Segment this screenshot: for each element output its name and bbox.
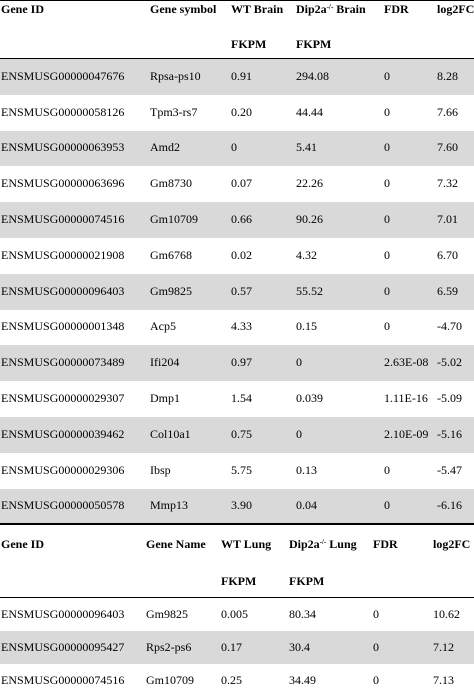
ko-value-cell: 0.15	[296, 319, 317, 334]
gene-symbol-cell: Gm6768	[150, 247, 192, 262]
log2fc-cell: -5.09	[437, 391, 462, 406]
header-dip2a-lung: Dip2a-/- Lung	[289, 537, 357, 551]
gene-id-cell: ENSMUSG00000050578	[1, 498, 125, 513]
ko-value-cell: 80.34	[289, 606, 316, 621]
ko-value-cell: 0.13	[296, 462, 317, 477]
gene-symbol-cell: Rps2-ps6	[146, 639, 192, 654]
fdr-cell: 0	[384, 176, 390, 191]
gene-symbol-cell: Amd2	[150, 140, 180, 155]
ko-value-cell: 34.49	[289, 672, 316, 687]
gene-symbol-cell: Acp5	[150, 319, 176, 334]
table-row	[0, 202, 474, 238]
header-gene-id: Gene ID	[1, 537, 44, 551]
ko-value-cell: 5.41	[296, 140, 317, 155]
gene-symbol-cell: Mmp13	[150, 498, 189, 513]
gene-id-cell: ENSMUSG00000001348	[1, 319, 125, 334]
gene-symbol-cell: Gm8730	[150, 176, 192, 191]
wt-value-cell: 0.25	[221, 672, 242, 687]
fdr-cell: 1.11E-16	[384, 391, 428, 406]
table-row	[0, 274, 474, 310]
wt-value-cell: 0.07	[231, 176, 252, 191]
header-gene-name: Gene Name	[146, 537, 206, 551]
table-row	[0, 95, 474, 131]
gene-id-cell: ENSMUSG00000074516	[1, 212, 125, 227]
ko-value-cell: 90.26	[296, 212, 323, 227]
wt-value-cell: 0	[231, 140, 237, 155]
table-row	[0, 166, 474, 202]
header-dip2a-brain: Dip2a-/- Brain	[296, 2, 366, 16]
fdr-cell: 0	[384, 498, 390, 513]
gene-id-cell: ENSMUSG00000096403	[1, 606, 125, 621]
header-ko-unit: FKPM	[289, 574, 325, 588]
wt-value-cell: 0.02	[231, 247, 252, 262]
log2fc-cell: -5.47	[437, 462, 462, 477]
log2fc-cell: 7.12	[433, 639, 454, 654]
log2fc-cell: 6.70	[437, 247, 458, 262]
ko-value-cell: 0	[296, 355, 302, 370]
ko-value-cell: 0.039	[296, 391, 323, 406]
log2fc-cell: 8.28	[437, 68, 458, 83]
table-row	[0, 381, 474, 417]
ko-value-cell: 0.04	[296, 498, 317, 513]
wt-value-cell: 0.66	[231, 212, 252, 227]
fdr-cell: 0	[384, 68, 390, 83]
table1-top-rule	[0, 0, 474, 1]
log2fc-cell: -6.16	[437, 498, 462, 513]
fdr-cell: 0	[384, 319, 390, 334]
header-wt-unit: FKPM	[231, 37, 267, 51]
gene-symbol-cell: Rpsa-ps10	[150, 68, 201, 83]
log2fc-cell: 10.62	[433, 606, 460, 621]
table-row	[0, 489, 474, 525]
fdr-cell: 0	[384, 140, 390, 155]
table1-header-line2	[0, 37, 474, 53]
wt-value-cell: 0.57	[231, 283, 252, 298]
table-row	[0, 238, 474, 274]
fdr-cell: 0	[384, 462, 390, 477]
table2-header-line2	[0, 574, 474, 590]
table1-header-line1	[0, 2, 474, 18]
log2fc-cell: 6.59	[437, 283, 458, 298]
table2-header-line1	[0, 537, 474, 553]
table-row	[0, 598, 474, 631]
table-row	[0, 664, 474, 697]
wt-value-cell: 0.75	[231, 426, 252, 441]
gene-id-cell: ENSMUSG00000095427	[1, 639, 125, 654]
table-row	[0, 453, 474, 489]
fdr-cell: 2.10E-09	[384, 426, 429, 441]
header-wt-brain: WT Brain	[231, 2, 284, 16]
gene-symbol-cell: Tpm3-rs7	[150, 104, 198, 119]
fdr-cell: 0	[373, 639, 379, 654]
ko-value-cell: 294.08	[296, 68, 329, 83]
log2fc-cell: -5.02	[437, 355, 462, 370]
wt-value-cell: 3.90	[231, 498, 252, 513]
table-row	[0, 417, 474, 453]
log2fc-cell: 7.32	[437, 176, 458, 191]
wt-value-cell: 5.75	[231, 462, 252, 477]
ko-value-cell: 44.44	[296, 104, 323, 119]
header-gene-symbol: Gene symbol	[150, 2, 217, 16]
gene-symbol-cell: Gm9825	[146, 606, 188, 621]
fdr-cell: 0	[384, 283, 390, 298]
header-wt-lung: WT Lung	[221, 537, 272, 551]
header-log2fc: log2FC	[437, 2, 474, 16]
fdr-cell: 0	[373, 672, 379, 687]
table2-top-rule	[0, 523, 474, 525]
gene-symbol-cell: Gm10709	[150, 212, 198, 227]
table-row	[0, 131, 474, 167]
gene-id-cell: ENSMUSG00000063696	[1, 176, 125, 191]
fdr-cell: 0	[373, 606, 379, 621]
gene-id-cell: ENSMUSG00000074516	[1, 672, 125, 687]
gene-symbol-cell: Ibsp	[150, 462, 171, 477]
wt-value-cell: 1.54	[231, 391, 252, 406]
ko-value-cell: 4.32	[296, 247, 317, 262]
gene-id-cell: ENSMUSG00000029307	[1, 391, 125, 406]
log2fc-cell: 7.60	[437, 140, 458, 155]
header-log2fc: log2FC	[433, 537, 471, 551]
gene-symbol-cell: Ifi204	[150, 355, 180, 370]
wt-value-cell: 4.33	[231, 319, 252, 334]
gene-symbol-cell: Col10a1	[150, 426, 191, 441]
table-row	[0, 310, 474, 346]
fdr-cell: 0	[384, 247, 390, 262]
table-row	[0, 345, 474, 381]
gene-symbol-cell: Dmp1	[150, 391, 180, 406]
header-fdr: FDR	[384, 2, 409, 16]
table-row	[0, 631, 474, 664]
gene-id-cell: ENSMUSG00000058126	[1, 104, 125, 119]
table-row	[0, 59, 474, 95]
log2fc-cell: 7.01	[437, 212, 458, 227]
header-fdr: FDR	[373, 537, 398, 551]
gene-id-cell: ENSMUSG00000073489	[1, 355, 125, 370]
wt-value-cell: 0.17	[221, 639, 242, 654]
gene-symbol-cell: Gm9825	[150, 283, 192, 298]
wt-value-cell: 0.20	[231, 104, 252, 119]
gene-symbol-cell: Gm10709	[146, 672, 194, 687]
fdr-cell: 2.63E-08	[384, 355, 429, 370]
log2fc-cell: -4.70	[437, 319, 462, 334]
wt-value-cell: 0.005	[221, 606, 248, 621]
gene-id-cell: ENSMUSG00000063953	[1, 140, 125, 155]
ko-value-cell: 30.4	[289, 639, 310, 654]
fdr-cell: 0	[384, 212, 390, 227]
gene-id-cell: ENSMUSG00000039462	[1, 426, 125, 441]
gene-id-cell: ENSMUSG00000029306	[1, 462, 125, 477]
header-wt-unit: FKPM	[221, 574, 257, 588]
ko-value-cell: 55.52	[296, 283, 323, 298]
ko-value-cell: 0	[296, 426, 302, 441]
gene-id-cell: ENSMUSG00000096403	[1, 283, 125, 298]
gene-id-cell: ENSMUSG00000021908	[1, 247, 125, 262]
log2fc-cell: 7.66	[437, 104, 458, 119]
gene-id-cell: ENSMUSG00000047676	[1, 68, 125, 83]
log2fc-cell: 7.13	[433, 672, 454, 687]
header-ko-unit: FKPM	[296, 37, 332, 51]
ko-value-cell: 22.26	[296, 176, 323, 191]
header-gene-id: Gene ID	[1, 2, 44, 16]
wt-value-cell: 0.91	[231, 68, 252, 83]
fdr-cell: 0	[384, 104, 390, 119]
log2fc-cell: -5.16	[437, 426, 462, 441]
wt-value-cell: 0.97	[231, 355, 252, 370]
